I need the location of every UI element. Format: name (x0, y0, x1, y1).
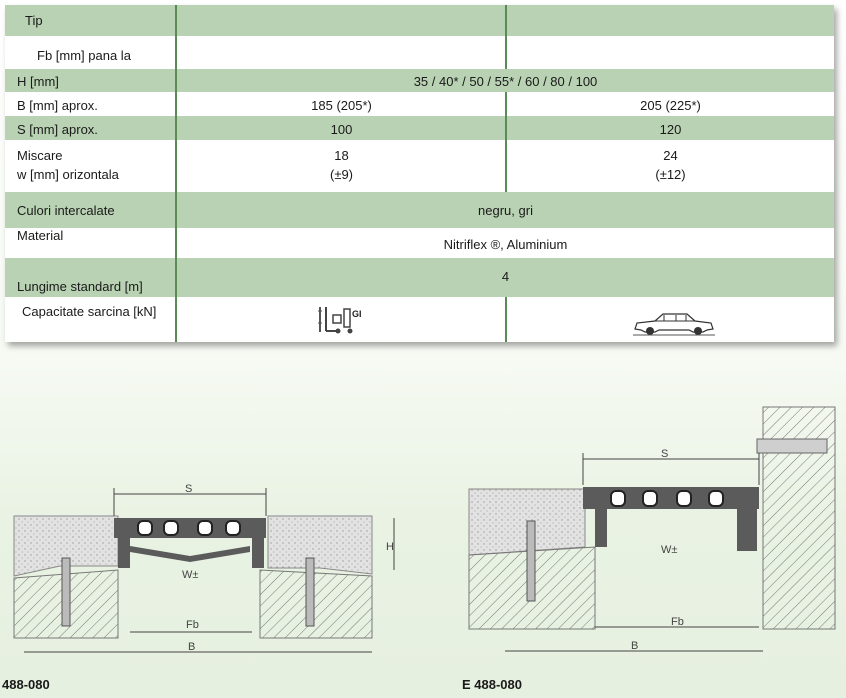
row-label: H [mm] (17, 74, 59, 89)
row-label: S [mm] aprox. (17, 122, 98, 137)
row-value: 4 (501, 269, 510, 284)
dim-s-label: S (185, 483, 193, 495)
table-row-tip (5, 5, 834, 36)
dim-w-label: W± (182, 569, 199, 581)
row-value-2: 120 (659, 122, 682, 137)
table-row-b (5, 92, 834, 116)
caption-left: 488-080 (2, 677, 50, 692)
row-value-1: 185 (205*) (311, 98, 372, 113)
row-value-2b: (±12) (655, 167, 686, 182)
dim-fb-label: Fb (671, 616, 684, 628)
row-value-1b: (±9) (329, 167, 354, 182)
row-label: Tip (25, 13, 43, 28)
column-divider-1 (175, 5, 177, 342)
caption-right: E 488-080 (462, 677, 522, 692)
dim-fb-label: Fb (186, 619, 199, 631)
row-label: Material (17, 228, 64, 243)
table-row-lungime (5, 258, 834, 297)
dim-h-label: H (386, 541, 394, 553)
table-row-capacitate (5, 297, 834, 342)
table-row-h (5, 69, 834, 92)
column-divider-2b (505, 92, 507, 192)
drawing-488-080 (0, 470, 420, 670)
dim-w-label: W± (661, 544, 678, 556)
row-value: Nitriflex ®, Aluminium (443, 237, 568, 252)
row-label: B [mm] aprox. (17, 98, 98, 113)
row-value-1: 100 (330, 122, 353, 137)
row-value-2: 24 (663, 148, 678, 163)
car-icon (633, 311, 715, 340)
column-divider-2 (505, 5, 507, 69)
table-row-culori (5, 192, 834, 228)
table-row-miscare (5, 140, 834, 192)
row-label-2: w [mm] orizontala (17, 167, 119, 182)
row-label: Miscare (17, 148, 63, 163)
row-label: Fb [mm] pana la (37, 48, 131, 63)
row-value-2: 205 (225*) (640, 98, 701, 113)
column-divider-2c (505, 297, 507, 342)
spec-table (5, 5, 834, 342)
row-value-1: 18 (334, 148, 349, 163)
forklift-icon (316, 305, 366, 338)
dim-s-label: S (661, 448, 669, 460)
drawing-e-488-080 (465, 405, 840, 670)
table-row-material (5, 228, 834, 258)
table-row-fb (5, 36, 834, 69)
row-label: Culori intercalate (17, 203, 115, 218)
dim-b-label: B (631, 640, 639, 652)
table-row-s (5, 116, 834, 140)
svg-text:GI: GI (352, 309, 362, 319)
row-value: 35 / 40* / 50 / 55* / 60 / 80 / 100 (413, 74, 598, 89)
row-value: negru, gri (478, 203, 533, 218)
row-label: Capacitate sarcina [kN] (22, 304, 157, 319)
row-label: Lungime standard [m] (17, 279, 143, 294)
dim-b-label: B (188, 641, 196, 653)
